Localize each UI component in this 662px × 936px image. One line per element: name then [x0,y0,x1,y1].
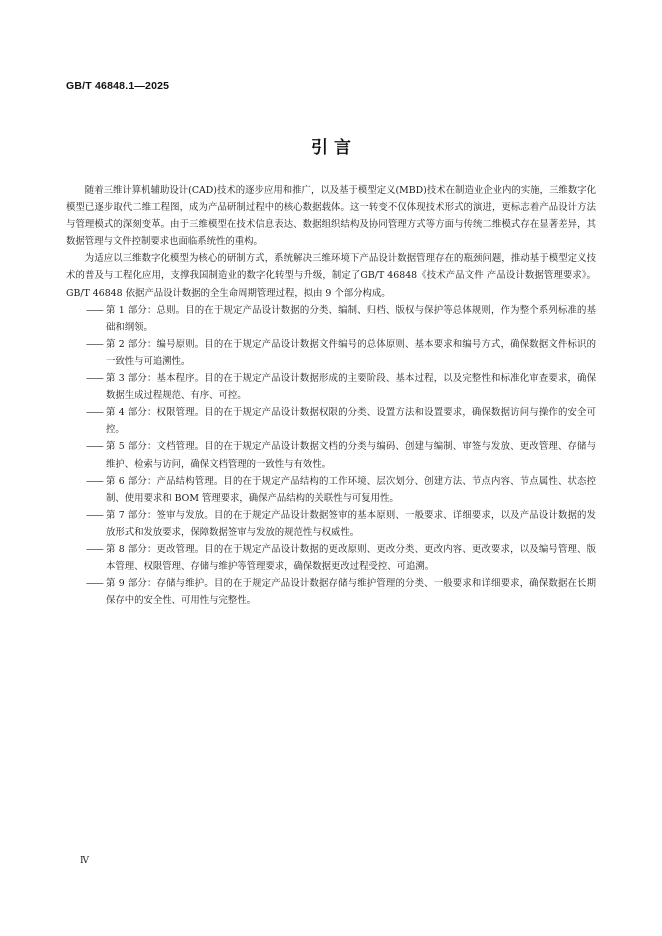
list-dash: —— [86,407,103,419]
list-dash: —— [86,373,103,385]
list-item-part-2 [66,336,596,370]
list-item-text: 第 4 部分：权限管理。目的在于规定产品设计数据权限的分类、设置方法和设置要求，确保数据访问与操作的安全可控。 [106,407,596,436]
list-item-text: 第 1 部分：总则。目的在于规定产品设计数据的分类、编制、归档、版权与保护等总体规则，作为整个系列标准的基础和纲领。 [106,304,596,333]
list-item-text: 第 6 部分：产品结构管理。目的在于规定产品结构的工作环境、层次划分、创建方法、节点内容、节点属性、状态控制、使用要求和 BOM 管理要求，确保产品结构的关联性与可复用性。 [106,475,596,504]
section-title: 引 言 [311,138,351,158]
standard-number: GB/T 46848.1—2025 [66,80,170,92]
page-number: Ⅳ [80,856,89,866]
intro-paragraph: 为适应以三维数字化模型为核心的研制方式，系统解决三维环境下产品设计数据管理存在的瓶颈问题，推动基于模型定义技术的普及与工程化应用，支撑我国制造业的数字化转型与升级，制定了GB/T 46848《技术产品文件 产品设计数据管理要求》。GB/T 46848 依据产品设计数据的全生命周期管理过程，拟由 9 个部分构成。 [66,253,596,299]
list-item-part-9 [66,575,596,609]
list-item-text: 第 2 部分：编号原则。目的在于规定产品设计数据文件编号的总体原则、基本要求和编号方式，确保数据文件标识的一致性与可追溯性。 [106,338,596,367]
list-dash: —— [86,441,103,453]
list-dash: —— [86,304,103,316]
intro-paragraph: 随着三维计算机辅助设计(CAD)技术的逐步应用和推广，以及基于模型定义(MBD)技术在制造业企业内的实施，三维数字化模型已逐步取代二维工程图，成为产品研制过程中的核心数据载体。这一转变不仅体现技术形式的演进，更标志着产品设计方法与管理模式的深刻变革。由于三维模型在技术信息表达、数据组织结构及协同管理方式等方面与传统二维模式存在显著差异，其数据管理与文件控制要求也面临系统性的重构。 [66,185,596,248]
list-item-part-6 [66,473,596,507]
list-item-text: 第 8 部分：更改管理。目的在于规定产品设计数据的更改原则、更改分类、更改内容、更改要求，以及编号管理、版本管理、权限管理、存储与维护等管理要求，确保数据更改过程受控、可追溯。 [106,543,596,573]
list-item-part-3 [66,370,596,404]
list-item-text: 第 7 部分：签审与发放。目的在于规定产品设计数据签审的基本原则、一般要求、详细要求，以及产品设计数据的发放形式和发放要求，保障数据签审与发放的规范性与权威性。 [106,509,596,538]
list-item-part-4 [66,404,596,438]
list-item-text: 第 9 部分：存储与维护。目的在于规定产品设计数据存储与维护管理的分类、一般要求和详细要求，确保数据在长期保存中的安全性、可用性与完整性。 [106,578,596,607]
list-dash: —— [86,543,103,555]
introduction-body [66,182,596,609]
list-item-text: 第 3 部分：基本程序。目的在于规定产品设计数据形成的主要阶段、基本过程，以及完整性和标准化审查要求，确保数据生成过程规范、有序、可控。 [106,373,596,402]
list-item-part-8 [66,541,596,575]
list-item-part-7 [66,507,596,541]
list-item-text: 第 5 部分：文档管理。目的在于规定产品设计数据文档的分类与编码、创建与编制、审签与发放、更改管理、存储与维护、检索与访问，确保文档管理的一致性与有效性。 [106,441,596,470]
list-dash: —— [86,338,103,350]
list-dash: —— [86,578,103,590]
list-item-part-5 [66,438,596,472]
list-dash: —— [86,509,103,521]
list-dash: —— [86,475,103,487]
list-item-part-1 [66,302,596,336]
